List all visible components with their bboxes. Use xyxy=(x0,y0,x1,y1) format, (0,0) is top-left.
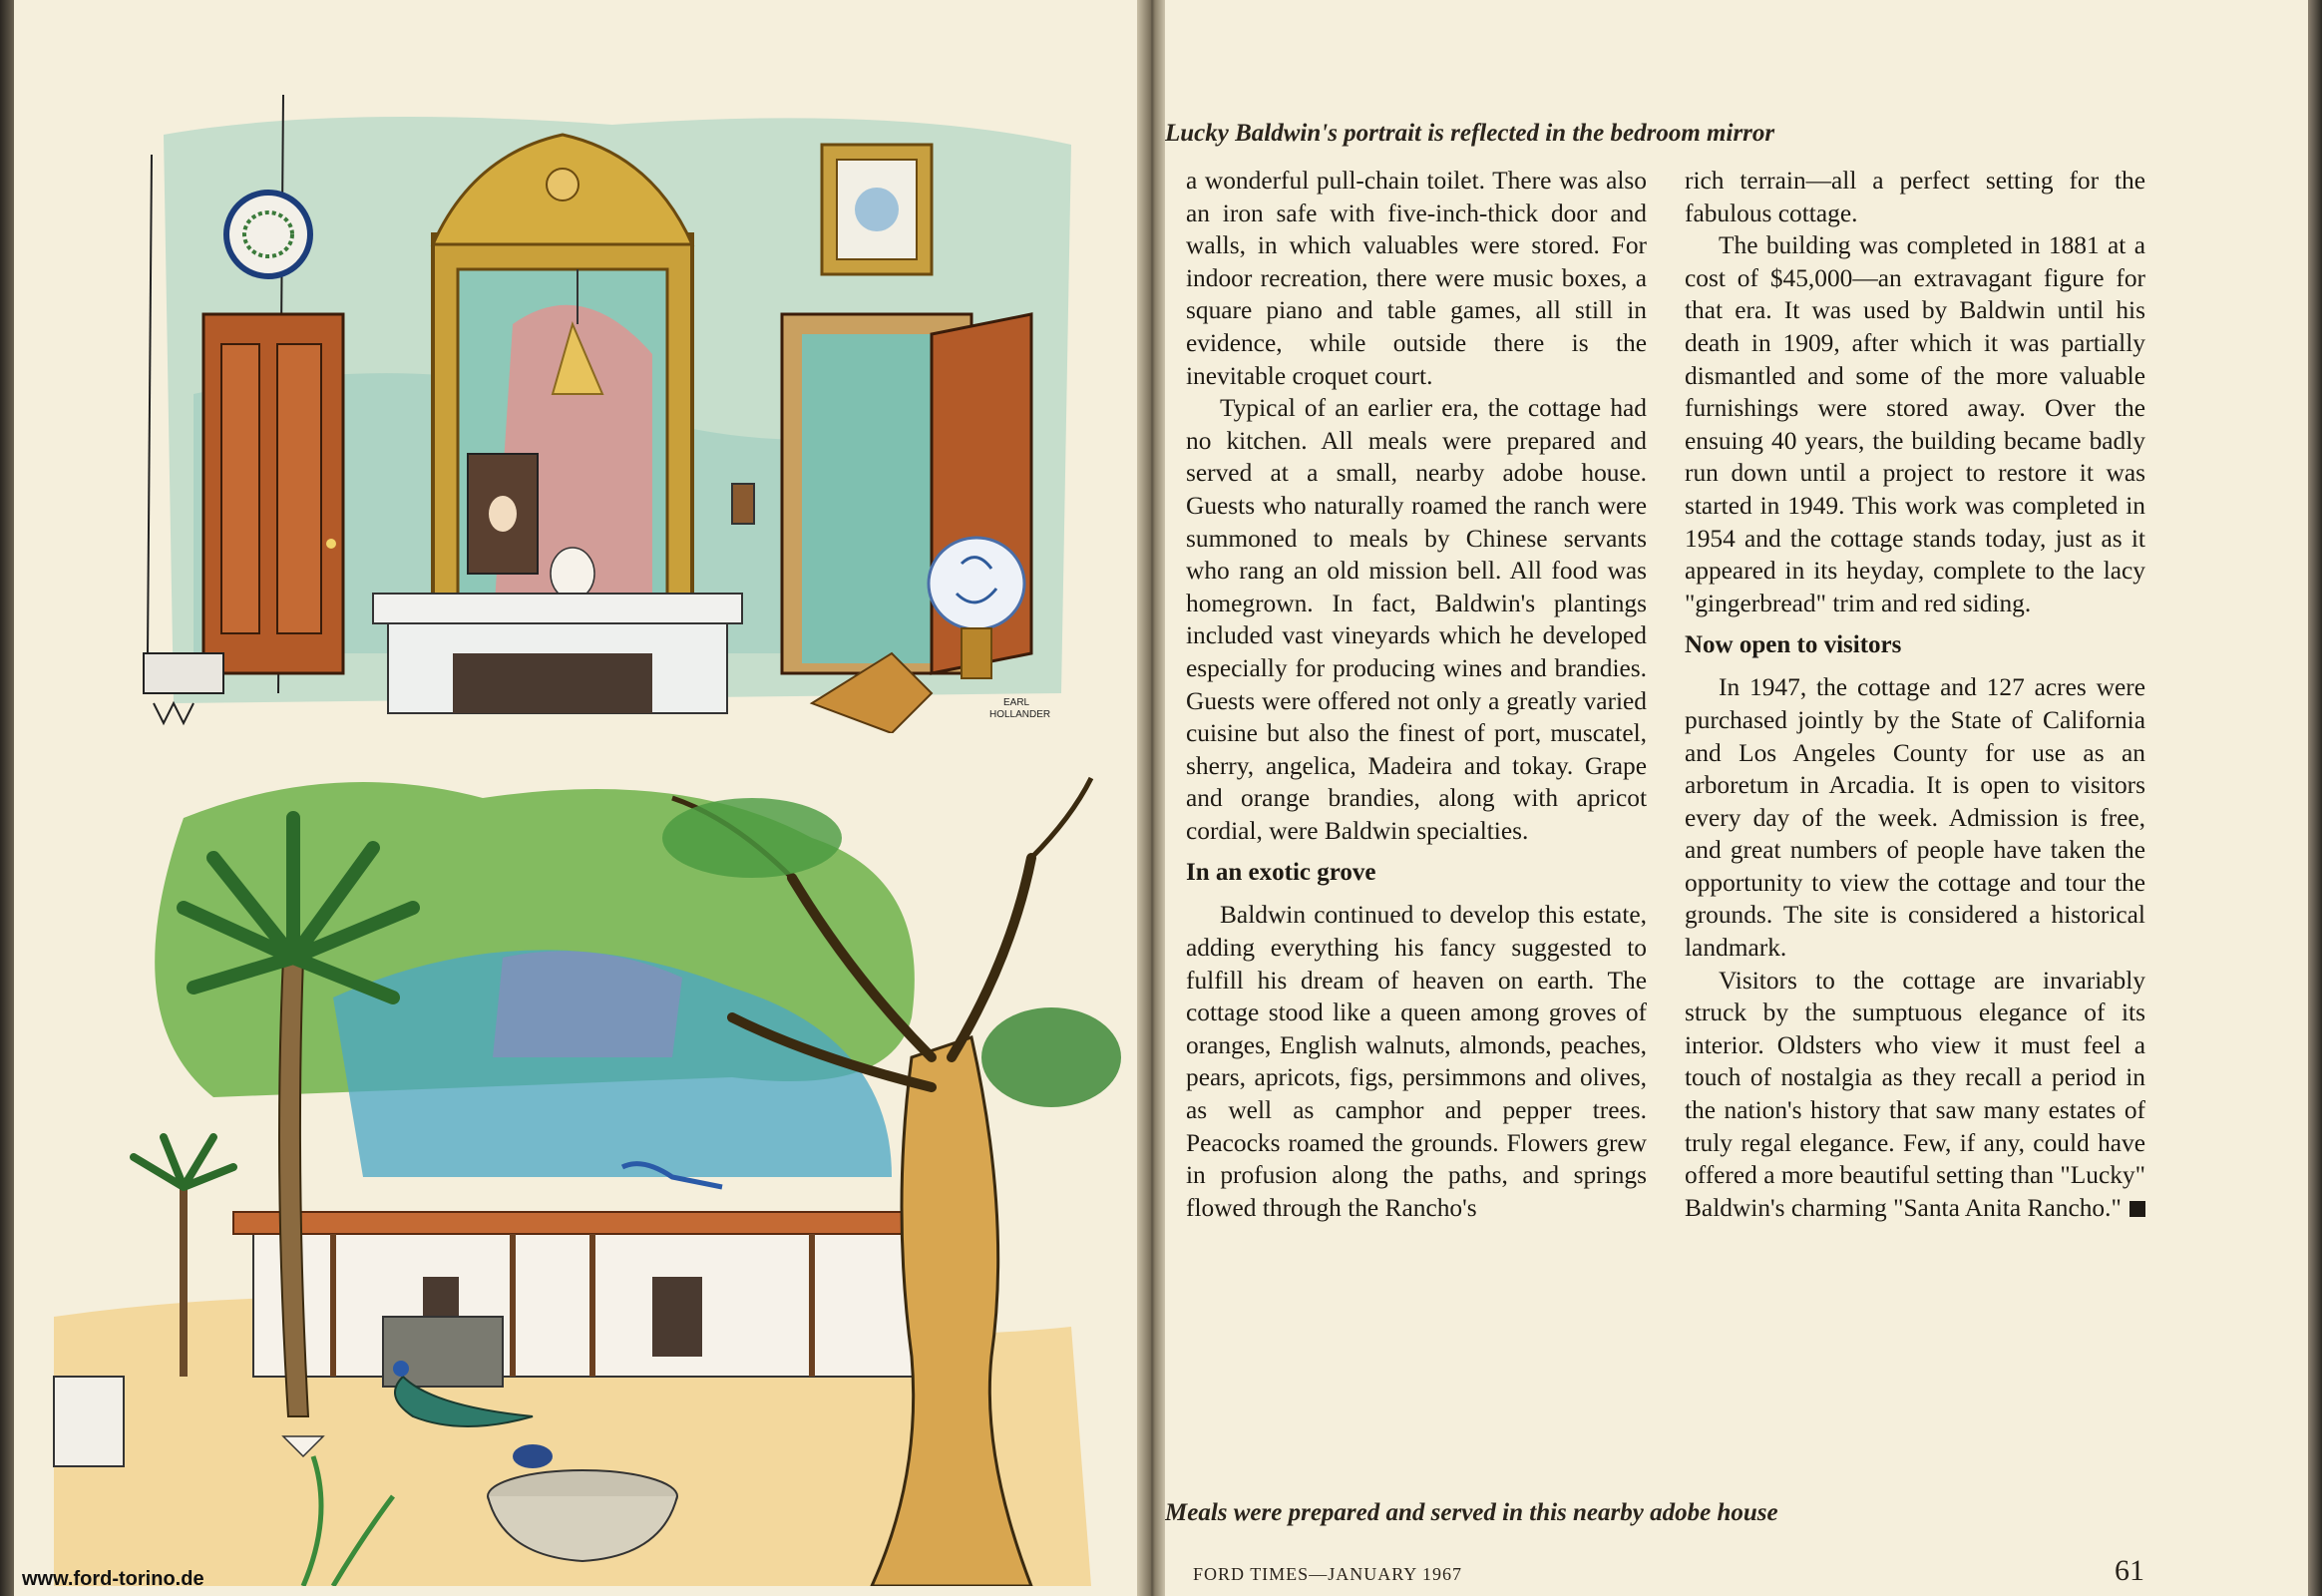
page-gutter xyxy=(1137,0,1167,1596)
right-book-edge xyxy=(2308,0,2322,1596)
left-book-edge xyxy=(0,0,14,1596)
left-col-paragraph-3: Baldwin continued to develop this estate, adding everything his fancy suggested to fulfill his dream of heaven on earth. The cottage stood like a queen among groves of oranges, English walnuts, almonds, peaches, pears, apricots, figs, persimmons and olives, as well as camphor and pepper trees. Peacocks roamed the grounds. Flowers grew in profusion along the paths, and springs flowed through the Rancho's xyxy=(1186,901,1647,1222)
section-heading-exotic-grove: In an exotic grove xyxy=(1186,859,1376,887)
watermark-url: www.ford-torino.de xyxy=(22,1568,204,1590)
right-col-paragraph-2: The building was completed in 1881 at a cost of $45,000—an extravagant figure for that era. It was used by Baldwin until his death in 1909, after which it was partially dismantled and some of the more valuable furnishings were stored away. Over the ensuing 40 years, the building became badly run down until a project to restore it was started in 1949. This work was completed in 1954 and the cottage stands today, just as it appeared in its heyday, complete to the lacy "gingerbread" trim and red siding. xyxy=(1685,231,2145,617)
section-heading-open-to-visitors: Now open to visitors xyxy=(1685,631,1902,659)
left-col-paragraph-1: a wonderful pull-chain toilet. There was also an iron safe with five-inch-thick door and walls, in which valuables were stored. For indoor recreation, there were music boxes, a square piano and table games, all still in evidence, while outside there is the inevitable croquet court. xyxy=(1186,167,1647,390)
left-col-paragraph-2: Typical of an earlier era, the cottage had no kitchen. All meals were prepared and served at a small, nearby adobe house. Guests who naturally roamed the ranch were summoned to meals by Chinese servants who rang an old mission bell. All food was homegrown. In fact, Baldwin's plantings included vast vineyards which he developed especially for producing wines and brandies. Guests were offered not only a greatly varied cuisine but also the finest of port, muscatel, sherry, angelica, Madeira and tokay. Grape and orange brandies, along with apricot cordial, were Baldwin specialties. xyxy=(1186,394,1647,845)
illustrator-signature-line2: HOLLANDER xyxy=(989,709,1051,720)
adobe-house-illustration xyxy=(34,758,1131,1586)
caption-bottom: Meals were prepared and served in this nearby adobe house xyxy=(1165,1499,1778,1526)
right-col-paragraph-4-text: Visitors to the cottage are invariably struck by the sumptuous elegance of its interior. Oldsters who view it must feel a touch of nostalgia as they recall a period in the nation's history that saw many estates of truly regal elegance. Few, if any, could have offered a more beautiful setting than "Lucky" Baldwin's charming "Santa Anita Rancho." xyxy=(1685,966,2145,1222)
footer-publication: FORD TIMES—JANUARY 1967 xyxy=(1193,1564,1463,1584)
right-col-paragraph-3: In 1947, the cottage and 127 acres were purchased jointly by the State of California and Los Angeles County for use as an arboretum in Arcadia. It is open to visitors every day of the week. Admission is free, and great numbers of people have taken the opportunity to view the cottage and tour the grounds. The site is considered a historical landmark. xyxy=(1685,673,2145,963)
illustrator-signature-line1: EARL xyxy=(1003,697,1030,708)
text-column-right xyxy=(1685,165,2145,1224)
text-column-left xyxy=(1186,165,1647,1224)
right-col-paragraph-4 xyxy=(1685,965,2145,1225)
left-page xyxy=(14,0,1151,1596)
end-mark-icon xyxy=(2129,1201,2145,1217)
right-col-paragraph-1: rich terrain—all a perfect setting for the fabulous cottage. xyxy=(1685,167,2145,227)
page-number: 61 xyxy=(2115,1554,2144,1587)
bedroom-illustration xyxy=(134,95,1091,733)
caption-top: Lucky Baldwin's portrait is reflected in the bedroom mirror xyxy=(1165,120,1775,147)
right-page xyxy=(1165,0,2308,1596)
